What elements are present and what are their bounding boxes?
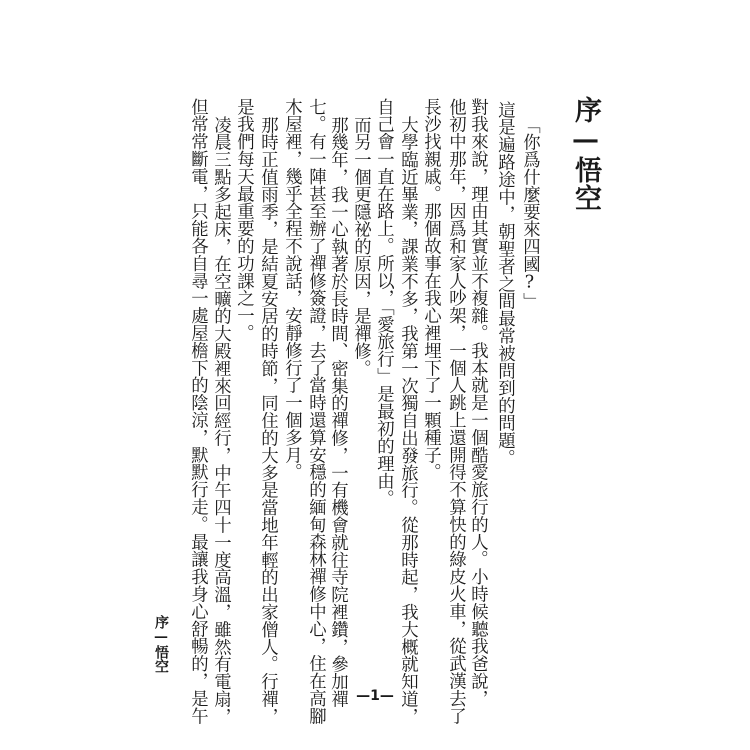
text-column-9: 那幾年，我一心執著於長時間、密集的禪修，一有機會就往寺院裡鑽，參加禪 (327, 116, 348, 708)
text-column-11: 木屋裡，幾乎全程不說話，安靜修行了一個多月。 (281, 98, 302, 481)
text-column-6: 大學臨近畢業，課業不多，我第一次獨自出發旅行。從那時起，我大概就知道， (397, 116, 418, 725)
running-title: 序—悟空 (153, 615, 169, 673)
text-column-12: 那時正值雨季，是結夏安居的時節，同住的大多是當地年輕的出家僧人。行禪， (257, 116, 278, 725)
page-number: —1— (356, 688, 394, 704)
text-column-8: 而另一個更隱祕的原因，是禪修。 (350, 116, 371, 377)
text-column-1: 「你爲什麼要來四國?」 (519, 116, 540, 310)
text-column-3: 對我來說，理由其實並不複雜。我本就是一個酷愛旅行的人。小時候聽我爸說， (467, 98, 488, 707)
text-column-13: 是我們每天最重要的功課之一。 (233, 98, 254, 342)
text-column-4: 他初中那年，因爲和家人吵架，一個人跳上還開得不算快的綠皮火車，從武漢去了 (445, 98, 466, 725)
text-column-2: 這是遍路途中，朝聖者之間最常被問到的問題。 (494, 101, 515, 467)
text-column-15: 但常常斷電，只能各自尋一處屋檐下的陰涼，默默行走。最讓我身心舒暢的，是午 (187, 98, 208, 725)
text-column-14: 凌晨三點多起床，在空曠的大殿裡來回經行，中午四十一度高溫，雖然有電扇， (210, 116, 231, 725)
chapter-title: 序—悟空 (570, 96, 601, 212)
text-column-7: 自己會一直在路上。所以，「愛旅行」是最初的理由。 (373, 98, 394, 507)
text-column-5: 長沙找親戚。那個故事在我心裡埋下了一顆種子。 (420, 98, 441, 481)
text-column-10: 七。有一陣甚至辦了禪修簽證，去了當時還算安穩的緬甸森林禪修中心，住在高腳 (305, 98, 326, 725)
